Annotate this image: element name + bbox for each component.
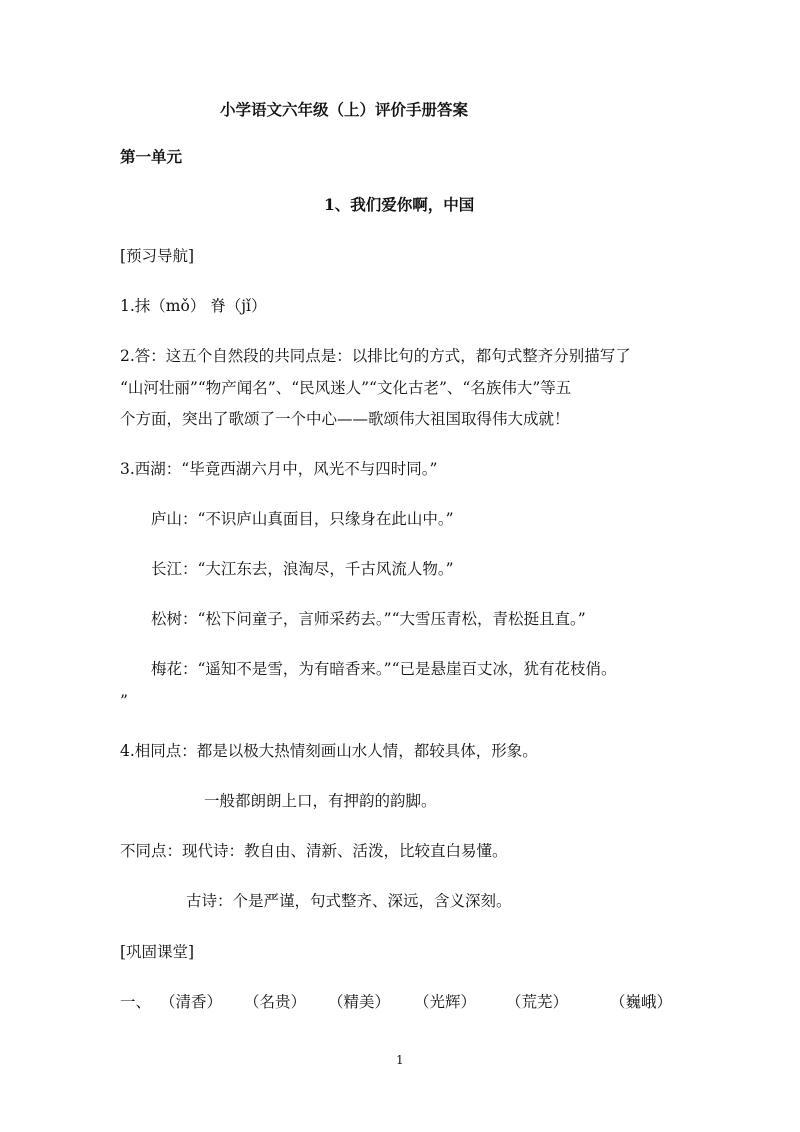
page-number: 1 bbox=[396, 1053, 404, 1067]
answer-3-meihua-end: ” bbox=[120, 692, 128, 710]
exercise-1-answer: （精美） bbox=[328, 993, 391, 1011]
answer-3-songshu: 松树：“松下问童子，言师采药去。”“大雪压青松，青松挺且直。” bbox=[151, 610, 586, 628]
exercise-1-answer: （名贵） bbox=[244, 993, 307, 1011]
answer-2-line-1: 2.答：这五个自然段的共同点是：以排比句的方式，都句式整齐分别描写了 bbox=[120, 347, 631, 365]
answer-4-diff: 不同点：现代诗：教自由、清新、活泼，比较直白易懂。 bbox=[120, 842, 508, 860]
unit-heading: 第一单元 bbox=[120, 147, 183, 166]
exercise-1-label: 一、 bbox=[120, 993, 152, 1011]
exercise-1-answer: （光辉） bbox=[414, 993, 477, 1011]
exercise-1-answer: （清香） bbox=[160, 993, 223, 1011]
section-consolidate-heading: [巩固课堂] bbox=[120, 943, 195, 961]
exercise-1-answer: （荒芜） bbox=[506, 993, 569, 1011]
section-preview-heading: [预习导航] bbox=[120, 247, 195, 265]
answer-3-changjiang: 长江：“大江东去，浪淘尽，千古风流人物。” bbox=[151, 560, 454, 578]
answer-4-same: 4.相同点：都是以极大热情刻画山水人情，都较具体，形象。 bbox=[120, 742, 538, 760]
answer-2-line-3: 个方面，突出了歌颂了一个中心——歌颂伟大祖国取得伟大成就！ bbox=[120, 410, 570, 428]
answer-4-diff-2: 古诗：个是严谨，句式整齐、深远，含义深刻。 bbox=[186, 892, 512, 910]
answer-3-meihua: 梅花：“遥知不是雪，为有暗香来。”“已是悬崖百丈冰，犹有花枝俏。 bbox=[151, 660, 617, 678]
lesson-title: 1、我们爱你啊，中国 bbox=[324, 195, 475, 214]
answer-1: 1.抹（mǒ） 脊（jǐ） bbox=[120, 297, 267, 315]
answer-3-xihu: 3.西湖：“毕竟西湖六月中，风光不与四时同。” bbox=[120, 460, 438, 478]
answer-3-lushan: 庐山：“不识庐山真面目，只缘身在此山中。” bbox=[151, 510, 454, 528]
document-title: 小学语文六年级（上）评价手册答案 bbox=[220, 100, 469, 119]
answer-4-same-2: 一般都朗朗上口，有押韵的韵脚。 bbox=[204, 792, 437, 810]
exercise-1-answer: （巍峨） bbox=[610, 993, 673, 1011]
answer-2-line-2: “山河壮丽”“物产闻名”、“民风迷人”“文化古老”、“名族伟大”等五 bbox=[120, 379, 572, 397]
